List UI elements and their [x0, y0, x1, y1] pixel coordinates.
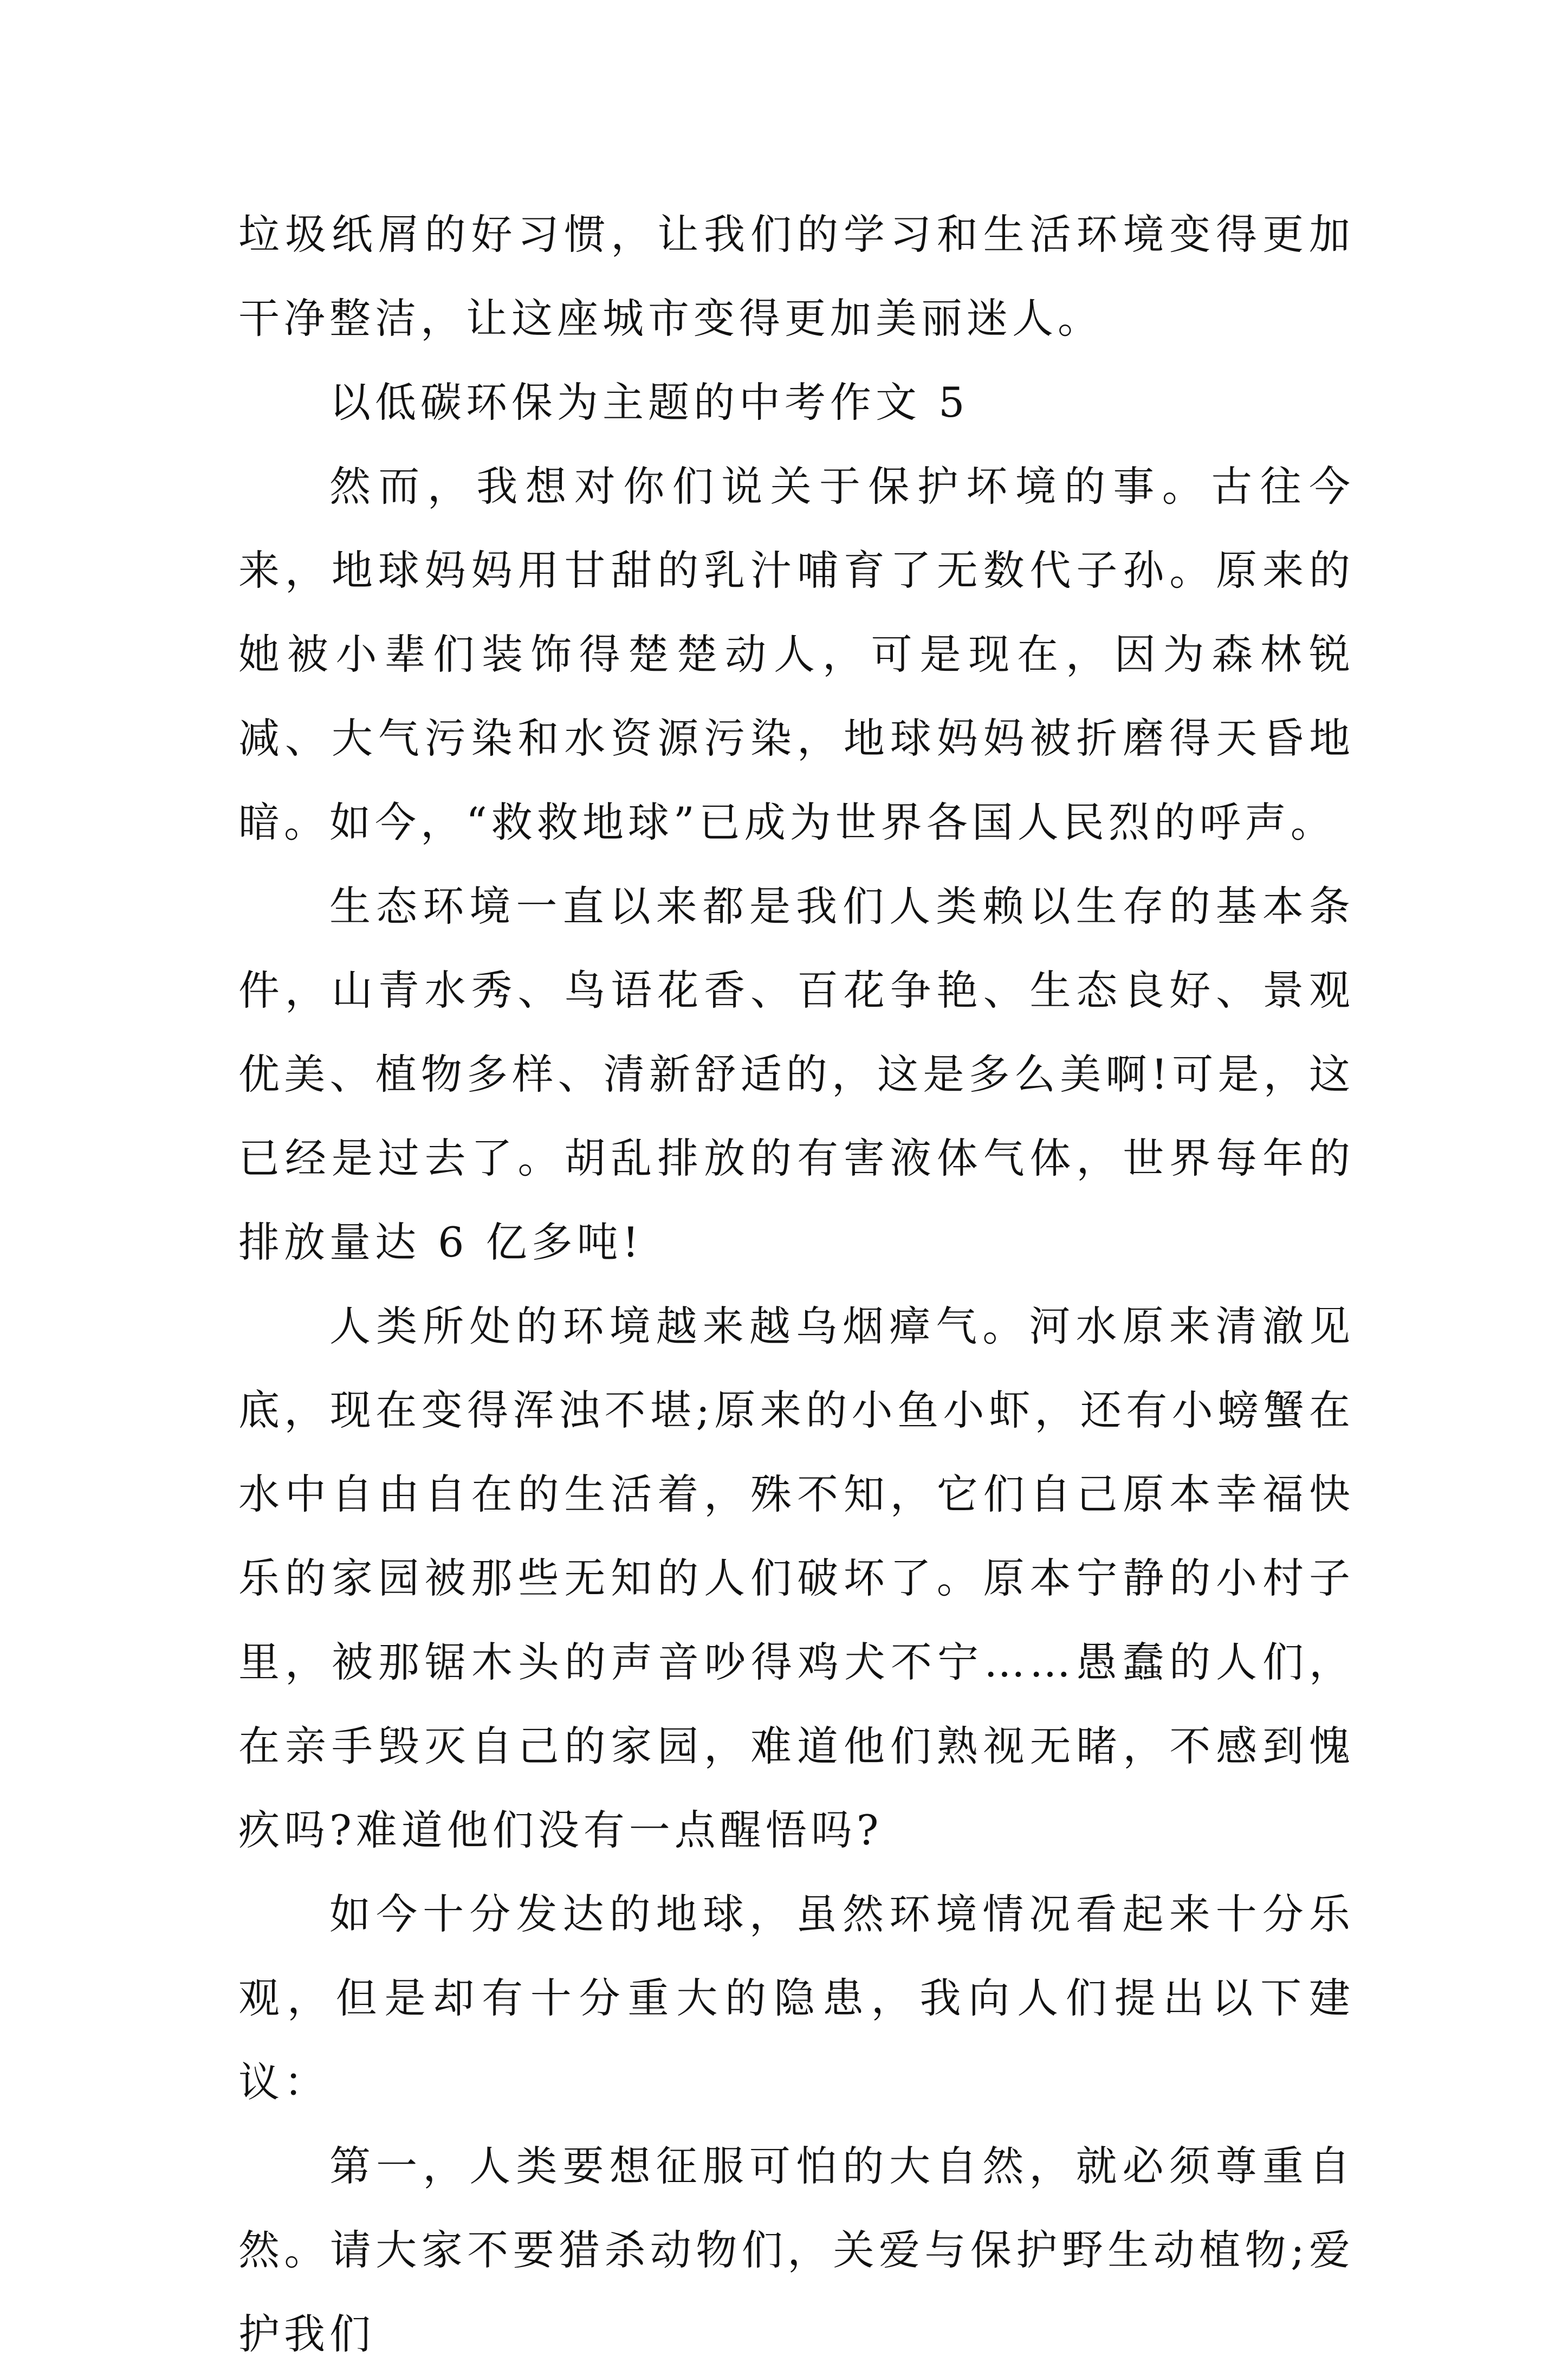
paragraph-2: 然而，我想对你们说关于保护坏境的事。古往今来，地球妈妈用甘甜的乳汁哺育了无数代子孙。原来的她被小辈们装饰得楚楚动人，可是现在，因为森林锐减、大气污染和水资源污染，地球妈妈被折磨得天昏地暗。如今，“救救地球”已成为世界各国人民烈的呼声。 [238, 462, 1355, 846]
essay-body [238, 192, 1355, 2376]
essay-title: 以低碳环保为主题的中考作文 5 [329, 378, 969, 426]
paragraph-6: 第一，人类要想征服可怕的大自然，就必须尊重自然。请大家不要猎杀动物们，关爱与保护野生动植物;爱护我们 [238, 2142, 1355, 2358]
paragraph-5: 如今十分发达的地球，虽然环境情况看起来十分乐观，但是却有十分重大的隐患，我向人们提出以下建议： [238, 1890, 1355, 2106]
paragraph-1: 垃圾纸屑的好习惯，让我们的学习和生活环境变得更加干净整洁，让这座城市变得更加美丽迷人。 [238, 210, 1355, 342]
paragraph-3: 生态环境一直以来都是我们人类赖以生存的基本条件，山青水秀、鸟语花香、百花争艳、生态良好、景观优美、植物多样、清新舒适的，这是多么美啊!可是，这已经是过去了。胡乱排放的有害液体气体，世界每年的排放量达 6 亿多吨! [238, 882, 1355, 1266]
paragraph-4: 人类所处的环境越来越乌烟瘴气。河水原来清澈见底，现在变得浑浊不堪;原来的小鱼小虾，还有小螃蟹在水中自由自在的生活着，殊不知，它们自己原本幸福快乐的家园被那些无知的人们破坏了。原本宁静的小村子里，被那锯木头的声音吵得鸡犬不宁……愚蠢的人们，在亲手毁灭自己的家园，难道他们熟视无睹，不感到愧疚吗?难道他们没有一点醒悟吗? [238, 1302, 1355, 1854]
